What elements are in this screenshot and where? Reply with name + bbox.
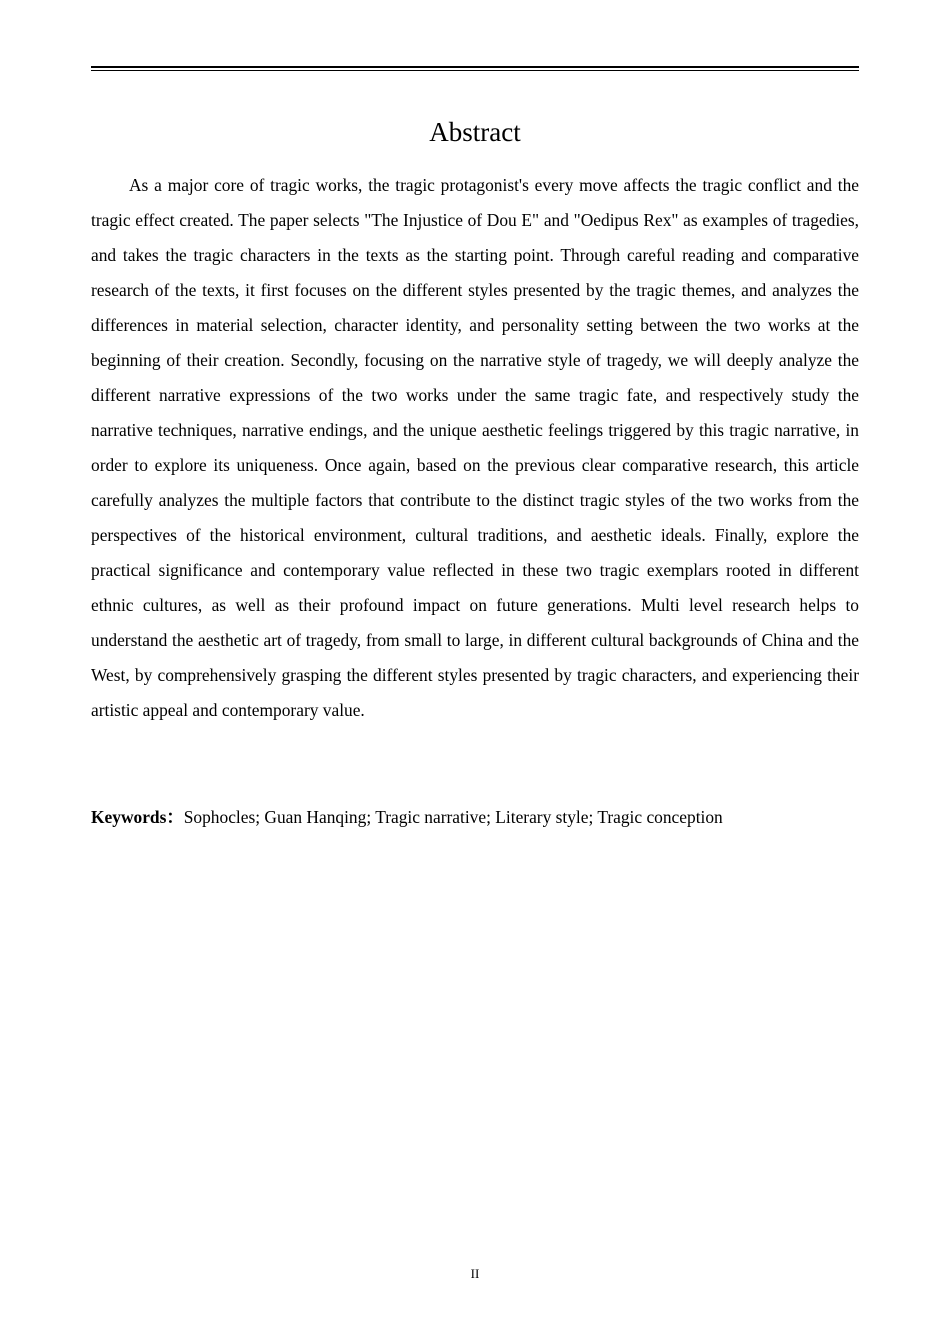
keywords-text: Sophocles; Guan Hanqing; Tragic narrative; Literary style; Tragic conception (183, 807, 723, 827)
page-number: II (470, 1266, 480, 1281)
page-title: Abstract (429, 117, 521, 147)
keywords-line (91, 800, 859, 835)
keywords-label: Keywords： (91, 807, 184, 827)
header-rule (91, 66, 859, 71)
abstract-body: As a major core of tragic works, the tragic protagonist's every move affects the tragic conflict and the tragic effect created. The paper selects "The Injustice of Dou E" and "Oedipus Rex" as examples of tragedies, and takes the tragic characters in the texts as the starting point. Through careful reading and comparative research of the texts, it first focuses on the different styles presented by the tragic themes, and analyzes the differences in material selection, character identity, and personality setting between the two works at the beginning of their creation. Secondly, focusing on the narrative style of tragedy, we will deeply analyze the different narrative expressions of the two works under the same tragic fate, and respectively study the narrative techniques, narrative endings, and the unique aesthetic feelings triggered by this tragic narrative, in order to explore its uniqueness. Once again, based on the previous clear comparative research, this article carefully analyzes the multiple factors that contribute to the distinct tragic styles of the two works from the perspectives of the historical environment, cultural traditions, and aesthetic ideals. Finally, explore the practical significance and contemporary value reflected in these two tragic exemplars rooted in different ethnic cultures, as well as their profound impact on future generations. Multi level research helps to understand the aesthetic art of tragedy, from small to large, in different cultural backgrounds of China and the West, by comprehensively grasping the different styles presented by tragic characters, and experiencing their artistic appeal and contemporary value. (91, 175, 859, 720)
